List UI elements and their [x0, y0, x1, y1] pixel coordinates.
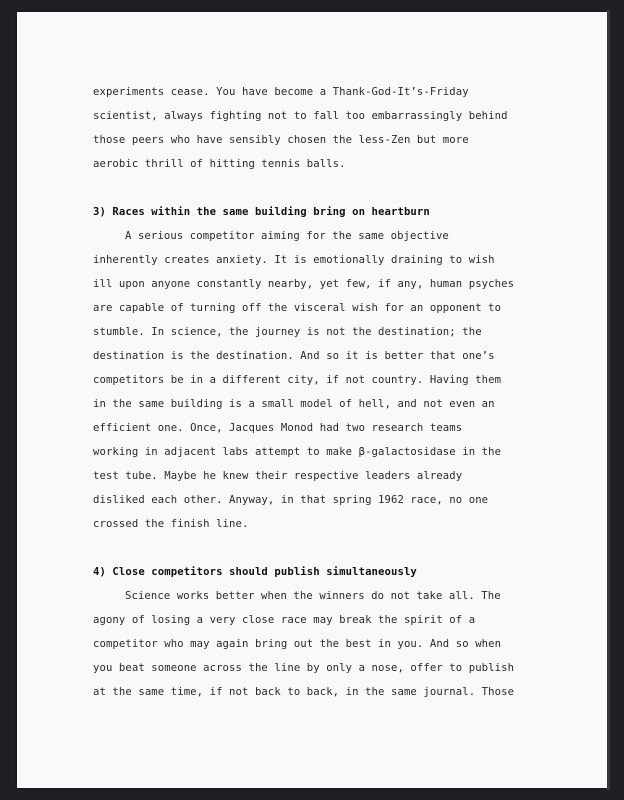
section4-heading: 4) Close competitors should publish simultaneously [93, 566, 417, 578]
section4-line-2: agony of losing a very close race may break the spirit of a [93, 614, 476, 626]
section4-line-3: competitor who may again bring out the best in you. And so when [93, 638, 502, 650]
section3-line-10: working in adjacent labs attempt to make β-galactosidase in the [93, 446, 502, 458]
section3-line-5: stumble. In science, the journey is not the destination; the [93, 326, 482, 338]
section3-line-13: crossed the finish line. [93, 518, 249, 530]
section4-line-4: you beat someone across the line by only a nose, offer to publish [93, 662, 515, 674]
section3-line-3: ill upon anyone constantly nearby, yet few, if any, human psyches [93, 278, 515, 290]
section3-line-12: disliked each other. Anyway, in that spring 1962 race, no one [93, 494, 489, 506]
section4-line-5: at the same time, if not back to back, in the same journal. Those [93, 686, 515, 698]
section3-line-4: are capable of turning off the visceral wish for an opponent to [93, 302, 502, 314]
section3-heading: 3) Races within the same building bring on heartburn [93, 206, 430, 218]
section3-line-2: inherently creates anxiety. It is emotionally draining to wish [93, 254, 495, 266]
section3-line-6: destination is the destination. And so it is better that one’s [93, 350, 495, 362]
section3-line-8: in the same building is a small model of hell, and not even an [93, 398, 495, 410]
paragraph1-line-4: aerobic thrill of hitting tennis balls. [93, 158, 346, 170]
section3-line-11: test tube. Maybe he knew their respective leaders already [93, 470, 463, 482]
page-edge-shadow [607, 10, 610, 790]
section3-line-9: efficient one. Once, Jacques Monod had two research teams [93, 422, 463, 434]
section3-line-1: A serious competitor aiming for the same objective [125, 230, 449, 242]
section3-line-7: competitors be in a different city, if not country. Having them [93, 374, 502, 386]
paragraph1-line-3: those peers who have sensibly chosen the less-Zen but more [93, 134, 469, 146]
paragraph1-line-2: scientist, always fighting not to fall too embarrassingly behind [93, 110, 508, 122]
section4-line-1: Science works better when the winners do not take all. The [125, 590, 501, 602]
paragraph1-line-1: experiments cease. You have become a Thank-God-It’s-Friday [93, 86, 469, 98]
